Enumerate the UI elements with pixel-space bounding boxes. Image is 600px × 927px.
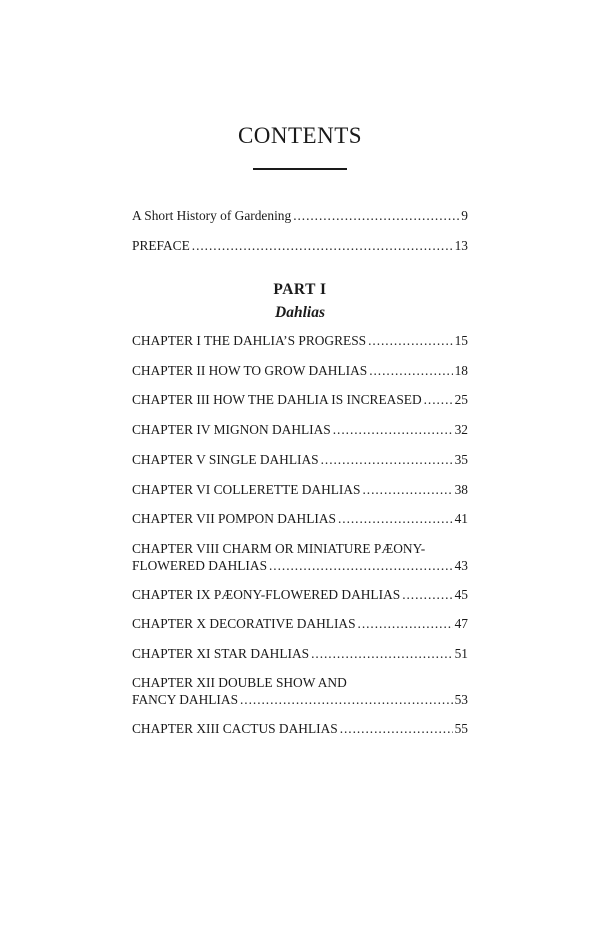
toc-entry-label: CHAPTER VII POMPON DAHLIAS	[132, 511, 336, 526]
toc-entry-chapter-1[interactable]	[132, 332, 468, 349]
toc-entry-page: 41	[454, 511, 468, 526]
toc-entry-page: 35	[454, 452, 468, 467]
toc-entry-page: 38	[454, 482, 468, 497]
toc-entry-label: CHAPTER IV MIGNON DAHLIAS	[132, 422, 331, 437]
dot-leader	[192, 237, 453, 254]
toc-entry-page: 9	[461, 208, 468, 223]
toc-entry-chapter-6[interactable]	[132, 481, 468, 498]
toc-entry-label-line1: CHAPTER XII DOUBLE SHOW AND	[132, 675, 347, 690]
toc-entry-history[interactable]	[132, 207, 468, 224]
toc-entry-label: CHAPTER III HOW THE DAHLIA IS INCREASED	[132, 392, 422, 407]
dot-leader	[363, 481, 453, 498]
dot-leader	[340, 720, 453, 737]
dot-leader	[333, 421, 453, 438]
toc-entry-label: FANCY DAHLIAS	[132, 692, 239, 707]
toc-entry-page: 45	[454, 587, 468, 602]
toc-entry-chapter-13[interactable]	[132, 720, 468, 737]
toc-entry-page: 13	[454, 238, 468, 253]
part-subtitle: Dahlias	[275, 304, 325, 321]
toc-entry-chapter-11[interactable]	[132, 645, 468, 662]
dot-leader	[269, 557, 453, 574]
toc-entry-label: CHAPTER II HOW TO GROW DAHLIAS	[132, 363, 368, 378]
dot-leader	[338, 510, 453, 527]
toc-entry-page: 53	[454, 692, 468, 707]
toc-entry-page: 51	[454, 646, 468, 661]
part-heading: PART I	[273, 281, 327, 298]
toc-entry-page: 43	[454, 558, 468, 573]
dot-leader	[358, 615, 453, 632]
toc-entry-label: PREFACE	[132, 238, 190, 253]
toc-entry-label: CHAPTER V SINGLE DAHLIAS	[132, 452, 319, 467]
toc-entry-label-line1: CHAPTER VIII CHARM OR MINIATURE PÆONY-	[132, 541, 426, 556]
toc-entry-chapter-10[interactable]	[132, 615, 468, 632]
toc-entry-preface[interactable]	[132, 237, 468, 254]
toc-entry-label: FLOWERED DAHLIAS	[132, 558, 268, 573]
dot-leader	[402, 586, 452, 603]
toc-entry-label: CHAPTER X DECORATIVE DAHLIAS	[132, 616, 356, 631]
dot-leader	[369, 362, 452, 379]
toc-entry-page: 25	[454, 392, 468, 407]
toc-entry-chapter-8[interactable]	[132, 540, 468, 574]
toc-entry-label: CHAPTER VI COLLERETTE DAHLIAS	[132, 482, 361, 497]
toc-entry-page: 55	[454, 721, 468, 736]
dot-leader	[293, 207, 459, 224]
toc-entry-chapter-9[interactable]	[132, 586, 468, 603]
toc-entry-label: CHAPTER XIII CACTUS DAHLIAS	[132, 721, 338, 736]
dot-leader	[424, 391, 453, 408]
dot-leader	[240, 691, 453, 708]
page-title: CONTENTS	[237, 123, 363, 148]
dot-leader	[321, 451, 453, 468]
toc-entry-chapter-4[interactable]	[132, 421, 468, 438]
toc-entry-chapter-7[interactable]	[132, 510, 468, 527]
toc-entry-page: 32	[454, 422, 468, 437]
toc-entry-chapter-12[interactable]	[132, 674, 468, 708]
toc-entry-chapter-2[interactable]	[132, 362, 468, 379]
toc-entry-chapter-3[interactable]	[132, 391, 468, 408]
toc-entry-label: A Short History of Gardening	[132, 208, 292, 223]
title-rule	[253, 168, 347, 170]
toc-entry-label: CHAPTER XI STAR DAHLIAS	[132, 646, 310, 661]
toc-entry-page: 15	[454, 333, 468, 348]
dot-leader	[368, 332, 452, 349]
toc-entry-page: 47	[454, 616, 468, 631]
toc-entry-label: CHAPTER I THE DAHLIA’S PROGRESS	[132, 333, 367, 348]
toc-entry-chapter-5[interactable]	[132, 451, 468, 468]
toc-entry-label: CHAPTER IX PÆONY-FLOWERED DAHLIAS	[132, 587, 401, 602]
toc-entry-page: 18	[454, 363, 468, 378]
dot-leader	[311, 645, 453, 662]
